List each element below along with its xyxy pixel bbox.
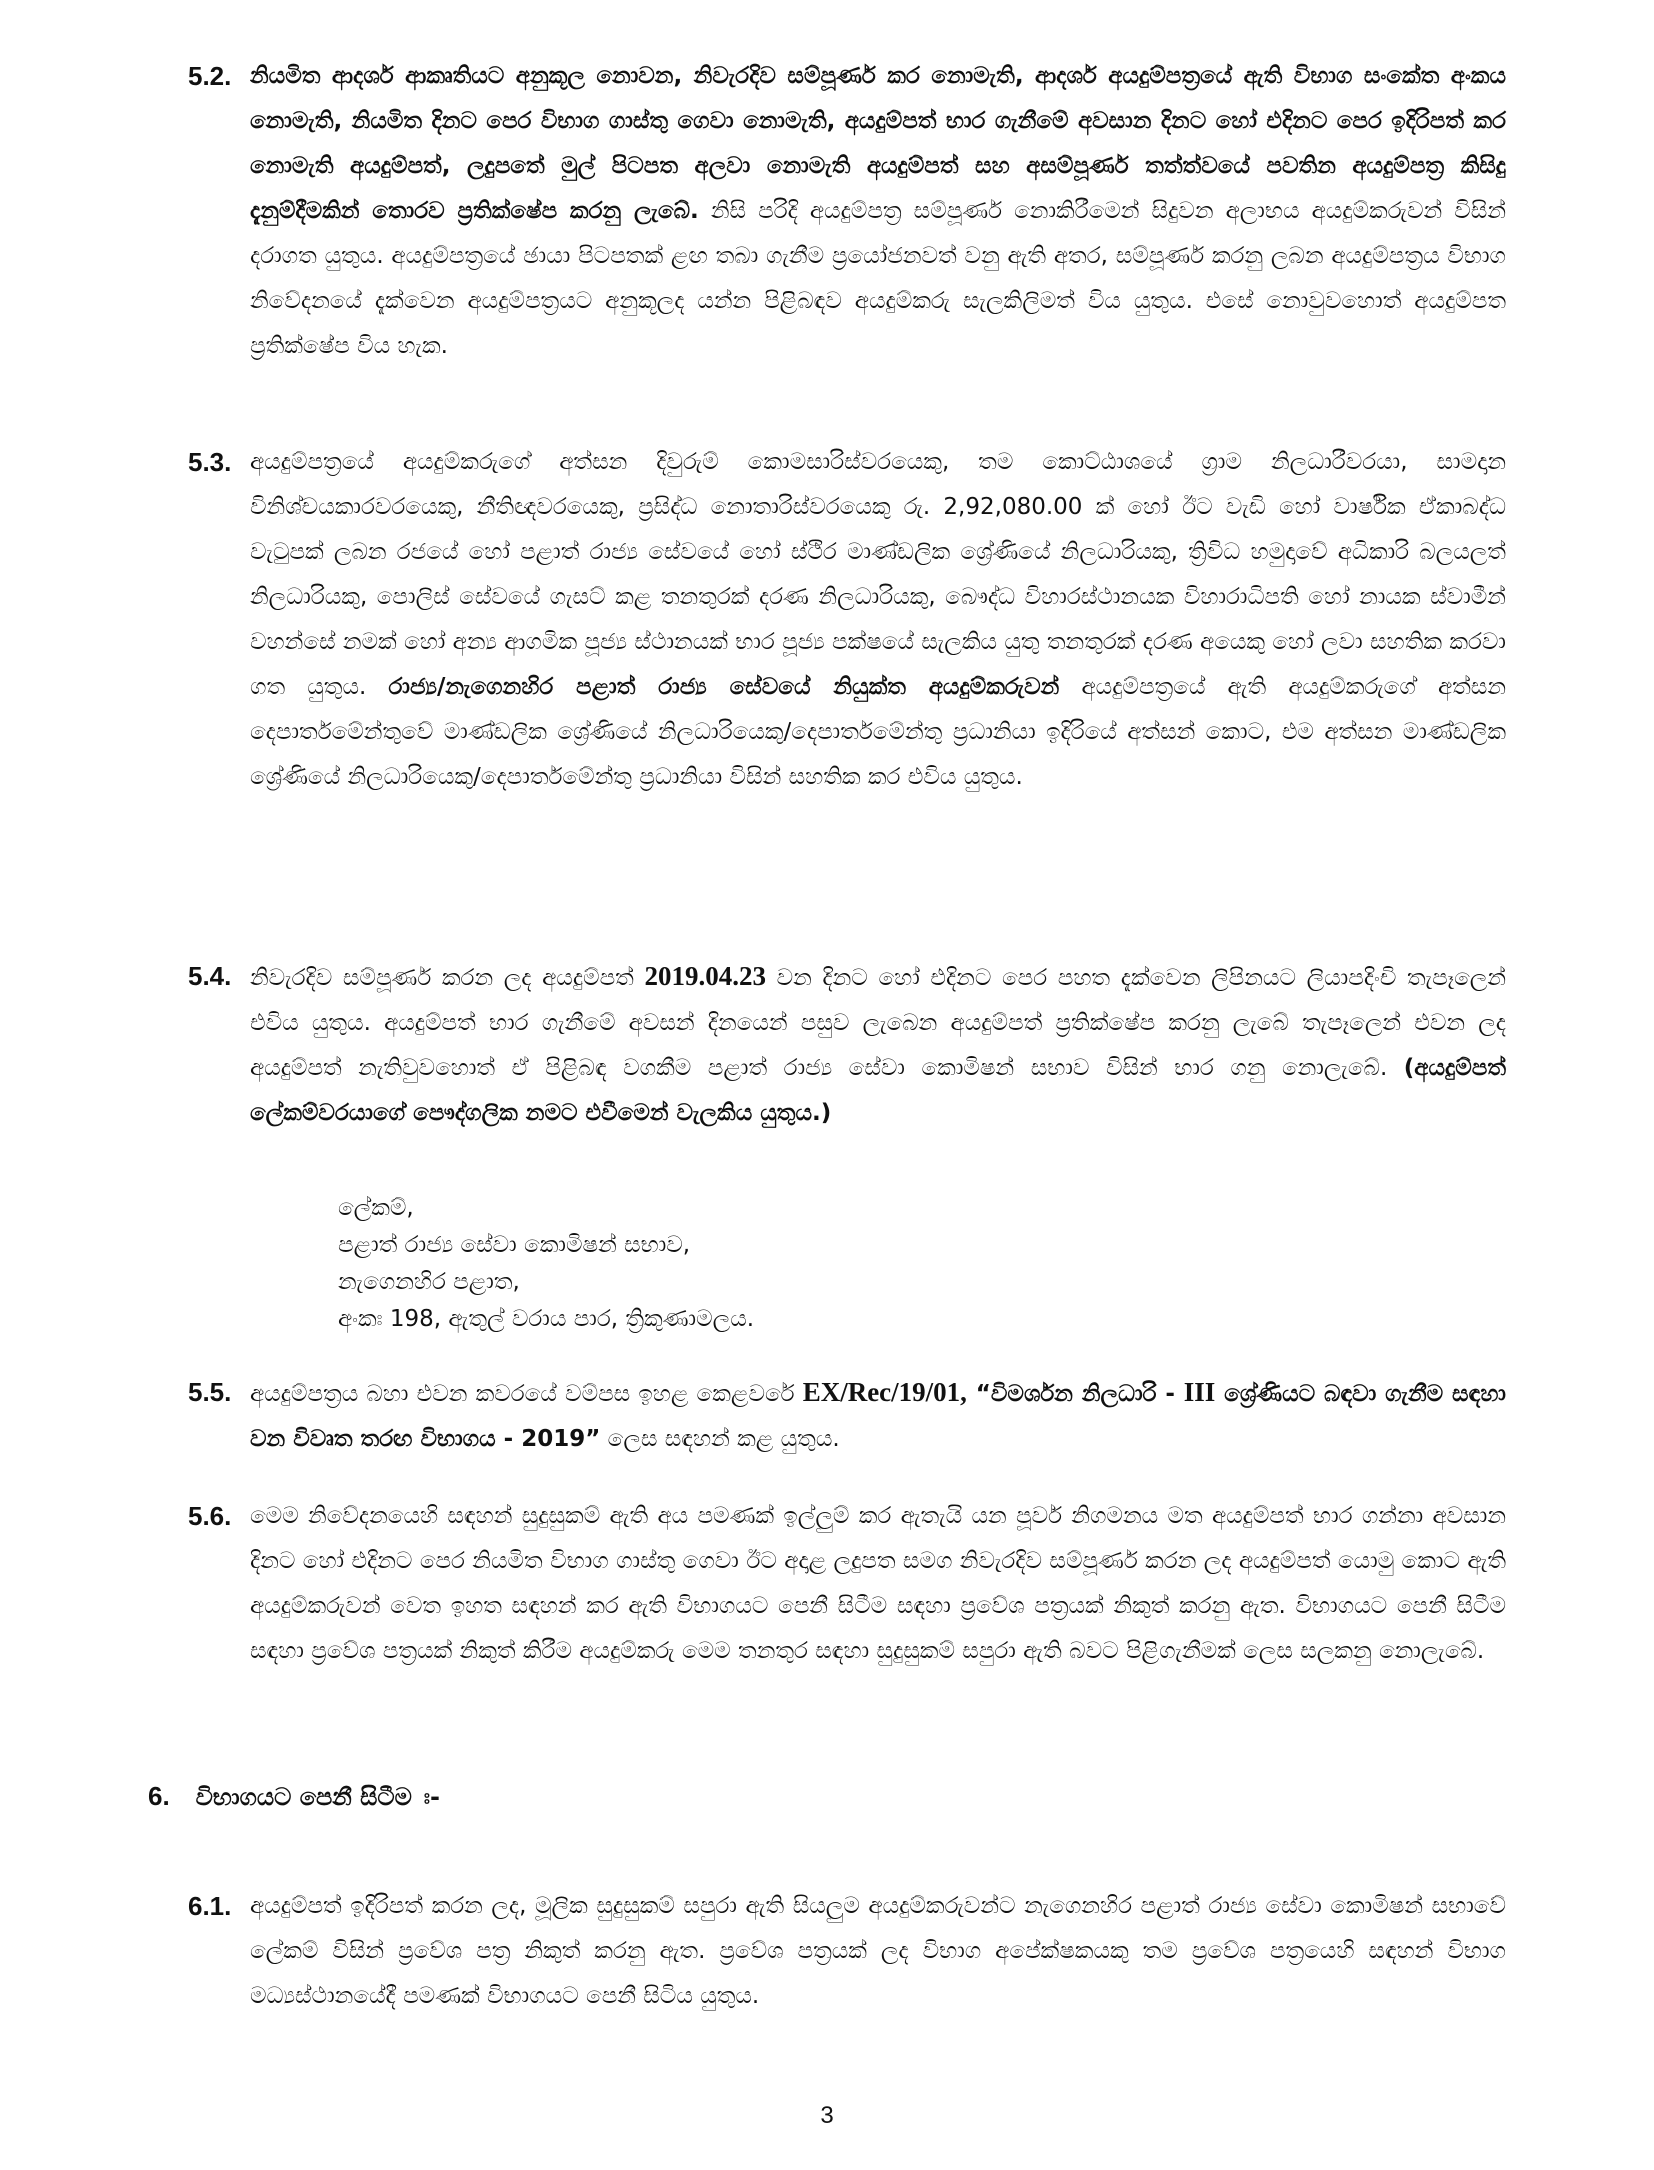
clause-text [250, 1370, 1506, 1462]
clause-number: 5.2. [188, 61, 232, 91]
address-line: නැගෙනහිර පළාත, [338, 1269, 520, 1295]
clause-text: මෙම නිවේදනයෙහි සඳහන් සුදුසුකම් ඇති අය පමණක් ඉල්ලුම් කර ඇතැයි යන පූර්ව නිගමනය මත අයදුම්පත් භාර ගන්නා අවසාන දිනට හෝ එදිනට පෙර නියමිත විභාග ගාස්තු ගෙවා ඊට අදාළ ලදුපත සමග නිවැරදිව සම්පූර්ණ කරන ලද අයදුම්පත් යොමු කොට ඇති අයදුම්කරුවන් වෙත ඉහත සඳහන් කර ඇති විභාගයට පෙනී සිටීම සඳහා ප්‍රවේශ පත්‍රයක් නිකුත් කරනු ඇත. විභාගයට පෙනී සිටීම සඳහා ප්‍රවේශ පත්‍රයක් නිකුත් කිරීම අයදුම්කරු මෙම තනතුර සඳහා සුදුසුකම් සපුරා ඇති බවට පිළිගැනීමක් ලෙස සලකනු නොලැබේ. [250, 1503, 1506, 1664]
clause-5-2 [188, 54, 1506, 369]
exam-title-open: “විමර්ශන නිලධාරි - [966, 1381, 1184, 1407]
clause-normal-text: අයදුම්පත්‍රයේ අයදුම්කරුගේ අත්සන දිවුරුම් කොමසාරිස්වරයෙකු, තම කොට්ඨාශයේ ග්‍රාම නිලධාරීවරයා, සාමදාන විනිශ්චයකාරවරයෙකු, නීතිඥවරයෙකු, ප්‍රසිද්ධ නොතාරිස්වරයෙකු රු. 2,92,080.00 ක් හෝ ඊට වැඩි හෝ වාර්ෂික ඒකාබද්ධ වැටුපක් ලබන රජයේ හෝ පළාත් රාජ්‍ය සේවයේ හෝ ස්ථිර මාණ්ඩලික ශ්‍රේණියේ නිලධාරියකු, ත්‍රිවිධ හමුදාවේ අධිකාරි බලයලත් නිලධාරියකු, පොලිස් සේවයේ ගැසට් කළ තනතුරක් දරණ නිලධාරියකු, බෞද්ධ විහාරස්ථානයක විහාරාධිපති හෝ නායක ස්වාමීන් වහන්සේ නමක් හෝ අන්‍ය ආගමික පූජ්‍ය ස්ථානයක් භාර පූජ්‍ය පක්ෂයේ සැලකිය යුතු තනතුරක් දරණ අයෙකු හෝ ලවා සහතික කරවා ගත යුතුය. [250, 449, 1506, 700]
clause-normal-text: වන දිනට හෝ එදිනට පෙර පහත දැක්වෙන ලිපිනයට ලියාපදිංචි තැපෑලෙන් එවිය යුතුය. අයදුම්පත් භාර ගැනීමේ අවසන් දිනයෙන් පසුව ලැබෙන අයදුම්පත් ප්‍රතික්ෂේප කරනු ලැබේ තැපෑලෙන් එවන ලද අයදුම්පත් නැතිවුවහොත් ඒ පිළිබඳ වගකීම පළාත් රාජ්‍ය සේවා කොමිෂන් සභාව විසින් භාර ගනු නොලැබේ. [250, 965, 1507, 1081]
clause-bold-text: නියමිත ආදර්ශ ආකෘතියට අනුකූල නොවන, නිවැරදිව සම්පූර්ණ කර නොමැති, ආදර්ශ අයදුම්පත්‍රයේ ඇති විභාග සංකේත අංකය නොමැති, නියමිත දිනට පෙර විභාග ගාස්තු ගෙවා නොමැති, අයදුම්පත් භාර ගැනීමේ අවසාන දිනට හෝ එදිනට පෙර ඉදිරිපත් කර නොමැති අයදුම්පත්, ලදුපතේ මුල් පිටපත අලවා නොමැති අයදුම්පත් සහ අසම්පූර්ණ තත්ත්වයේ පවතින අයදුම්පත්‍ර කිසිදු දැනුම්දීමකින් තොරව ප්‍රතික්ෂේප කරනු ලැබේ. [250, 63, 1506, 224]
closing-date: 2019.04.23 [644, 961, 766, 991]
clause-5-4 [188, 954, 1506, 1136]
address-line: අංකඃ 198, ඇතුල් වරාය පාර, ත්‍රිකුණාමලය. [338, 1306, 755, 1332]
clause-5-6 [188, 1494, 1506, 1674]
mailing-address [338, 1190, 754, 1338]
exam-title-close: ශ්‍රේණියට බඳවා ගැනීම සඳහා වන විවෘත තරඟ විභාගය - 2019” [250, 1381, 1506, 1452]
clause-number: 6.1. [188, 1891, 232, 1921]
section-6-heading [148, 1776, 440, 1817]
clause-bold-text: (අයදුම්පත් ලේකම්වරයාගේ පෞද්ගලික නමට එවීමෙන් වැලකිය යුතුය.) [250, 1055, 1506, 1126]
clause-5-5 [188, 1370, 1506, 1462]
exam-grade: III [1183, 1377, 1216, 1407]
clause-number: 5.4. [188, 961, 232, 991]
clause-6-1 [188, 1884, 1506, 2019]
clause-number: 5.5. [188, 1377, 232, 1407]
clause-normal-text: නිසි පරිදි අයදුම්පත්‍ර සම්පූර්ණ නොකිරීමෙන් සිදුවන අලාභය අයදුම්කරුවන් විසින් දරාගත යුතුය. අයදුම්පත්‍රයේ ඡායා පිටපතක් ළඟ තබා ගැනීම ප්‍රයෝජනවත් වනු ඇති අතර, සම්පූර්ණ කරනු ලබන අයදුම්පත්‍රය විභාග නිවේදනයේ දැක්වෙන අයදුම්පත්‍රයට අනුකූලද යන්න පිළිබඳව අයදුම්කරු සැලකිලිමත් විය යුතුය. එසේ නොවුවහොත් අයදුම්පත ප්‍රතික්ෂේප විය හැක. [250, 198, 1506, 359]
clause-5-3 [188, 440, 1506, 800]
clause-text [250, 54, 1506, 369]
section-number: 6. [148, 1781, 170, 1811]
clause-text [250, 954, 1506, 1136]
clause-normal-text: නිවැරදිව සම්පූර්ණ කරන ලද අයදුම්පත් [250, 965, 645, 991]
clause-bold-text: රාජ්‍ය/නැගෙනහිර පළාත් රාජ්‍ය සේවයේ නියුක්ත අයදුම්කරුවන් [388, 674, 1060, 700]
address-line: පළාත් රාජ්‍ය සේවා කොමිෂන් සභාව, [338, 1232, 691, 1258]
section-title: විභාගයට පෙනී සිටීම ඃ- [195, 1783, 440, 1811]
clause-number: 5.3. [188, 447, 232, 477]
clause-number: 5.6. [188, 1501, 232, 1531]
clause-text: අයදුම්පත් ඉදිරිපත් කරන ලද, මූලික සුදුසුකම් සපුරා ඇති සියලුම අයදුම්කරුවන්ට නැගෙනහිර පළාත් රාජ්‍ය සේවා කොමිෂන් සභාවේ ලේකම් විසින් ප්‍රවේශ පත්‍ර නිකුත් කරනු ඇත. ප්‍රවේශ පත්‍රයක් ලද විභාග අපේක්ෂකයකු තම ප්‍රවේශ පත්‍රයෙහි සඳහන් විභාග මධ්‍යස්ථානයේදී පමණක් විභාගයට පෙනී සිටිය යුතුය. [250, 1893, 1506, 2009]
page-number: 3 [820, 2102, 834, 2129]
clause-normal-text: අයදුම්පත්‍රය බහා එවන කවරයේ වම්පස ඉහළ කෙළවරේ [250, 1381, 803, 1407]
clause-normal-text: අයදුම්පත්‍රයේ ඇති අයදුම්කරුගේ අත්සන දෙපාර්තමේන්තුවේ මාණ්ඩලික ශ්‍රේණියේ නිලධාරියෙකු/දෙපාර්තමේන්තු ප්‍රධානියා ඉදිරියේ අත්සන් කොට, එම අත්සන මාණ්ඩලික ශ්‍රේණියේ නිලධාරියෙකු/දෙපාර්තමේන්තු ප්‍රධානියා විසින් සහතික කර එවිය යුතුය. [250, 674, 1506, 790]
address-line: ලේකම්, [338, 1195, 414, 1221]
clause-text [250, 440, 1506, 800]
clause-normal-text: ලෙස සඳහන් කළ යුතුය. [600, 1426, 840, 1452]
exam-code: EX/Rec/19/01, [802, 1377, 967, 1407]
